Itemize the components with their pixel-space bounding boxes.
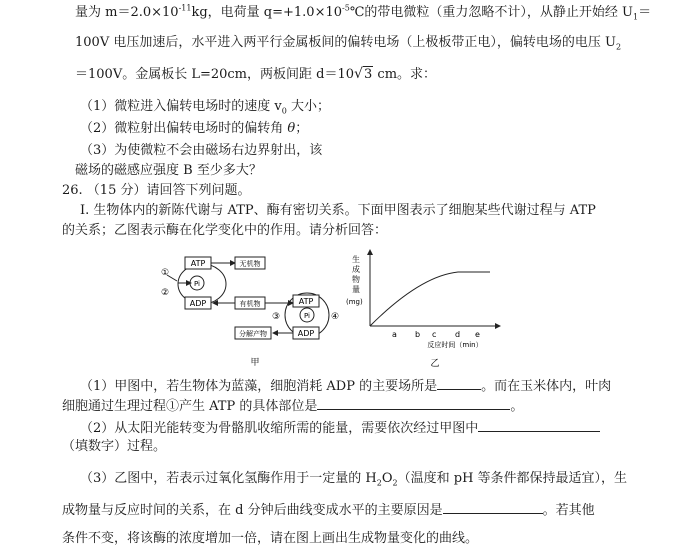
- problem-line-3: ＝100V。金属板长 L=20cm，两板间距 d＝10 √ 3 cm。求：: [75, 66, 437, 82]
- answer-3-line-2: 成物量与反应时间的关系，在 d 分钟后曲线变成水平的主要原因是 。若其他: [62, 500, 595, 520]
- figure-yi: [340, 248, 510, 373]
- ylabel-char-3: 量: [352, 285, 360, 294]
- answer-1-line-1: （1）甲图中，若生物体为蓝藻，细胞消耗 ADP 的主要场所是 。而在玉米体内，叶肉: [80, 376, 611, 396]
- caption-jia: 甲: [250, 358, 260, 368]
- circle-1: ①: [161, 268, 170, 278]
- answer-1-line-2: 细胞通过生理过程①产生 ATP 的具体部位是 。: [62, 396, 523, 416]
- blank-1[interactable]: [437, 376, 481, 390]
- question-2: （2）微粒射出偏转电场时的偏转角 θ；: [80, 121, 309, 136]
- inorganic-label: 无机物: [239, 260, 261, 268]
- q26-intro-1: Ⅰ. 生物体内的新陈代谢与 ATP、酶有密切关系。下面甲图表示了细胞某些代谢过程与 ATP: [80, 203, 596, 218]
- blank-4[interactable]: [443, 500, 543, 514]
- xlabel: 反应时间（min）: [427, 341, 483, 349]
- question-1: （1）微粒进入偏转电场时的速度 $v_0$ 大小；: [80, 99, 330, 116]
- ylabel-char-0: 生: [352, 255, 360, 264]
- ylabel-char-2: 物: [352, 275, 360, 284]
- sqrt-symbol: √ 3: [354, 66, 373, 82]
- answer-2-line-2: （填数字）过程。: [62, 439, 167, 454]
- problem-line-2: 100V 电压加速后，水平进入两平行金属板间的偏转电场（上极板带正电），偏转电场的电压 $U_2$: [75, 35, 622, 52]
- tick-b: b: [415, 330, 421, 339]
- pi2-label: Pi: [303, 312, 311, 320]
- atp-label: ATP: [190, 259, 206, 268]
- circle-2: ②: [161, 288, 170, 298]
- answer-3-line-3: 条件不变，将该酶的浓度增加一倍，请在图上画出生成物量变化的曲线。: [62, 531, 479, 546]
- q26-intro-2: 的关系；乙图表示酶在化学变化中的作用。请分析回答：: [62, 223, 388, 238]
- adp2-label: ADP: [297, 329, 315, 338]
- circle-4: ④: [331, 312, 340, 322]
- answer-2-line-1: （2）从太阳光能转变为骨骼肌收缩所需的能量，需要依次经过甲图中: [80, 418, 600, 438]
- product-label: 分解产物: [239, 330, 267, 338]
- blank-3[interactable]: [478, 418, 600, 432]
- pi-label: Pi: [193, 280, 201, 288]
- yunit: (mg): [346, 298, 363, 306]
- adp-label: ADP: [189, 299, 207, 308]
- ylabel-char-1: 成: [352, 265, 360, 274]
- atp2-label: ATP: [298, 297, 314, 306]
- figure-jia: [155, 247, 355, 372]
- answer-3-line-1: （3）乙图中，若表示过氧化氢酶作用于一定量的 $H_2O_2$（温度和 pH 等条件都保持最适宜），生: [80, 471, 628, 488]
- tick-a: a: [392, 330, 397, 339]
- q26-header: 26. （15 分）请回答下列问题。: [62, 183, 251, 198]
- organic-label: 有机物: [239, 300, 261, 308]
- question-3: （3）为使微粒不会由磁场右边界射出，该: [80, 143, 323, 158]
- problem-line-1: 量为 $m=2.0\times 10^{-11}kg$，电荷量 $q=+1.0\times 10^{-5}℃$的带电微粒（重力忽略不计），从静止开始经 $U_1=$: [75, 3, 652, 22]
- caption-yi: 乙: [430, 359, 440, 369]
- blank-2[interactable]: [317, 396, 510, 410]
- tick-c: c: [432, 330, 437, 339]
- circle-3: ③: [272, 312, 281, 322]
- question-3-continued: 磁场的磁感应强度 B 至少多大？: [75, 163, 262, 178]
- tick-e: e: [475, 330, 480, 339]
- tick-d: d: [455, 330, 461, 339]
